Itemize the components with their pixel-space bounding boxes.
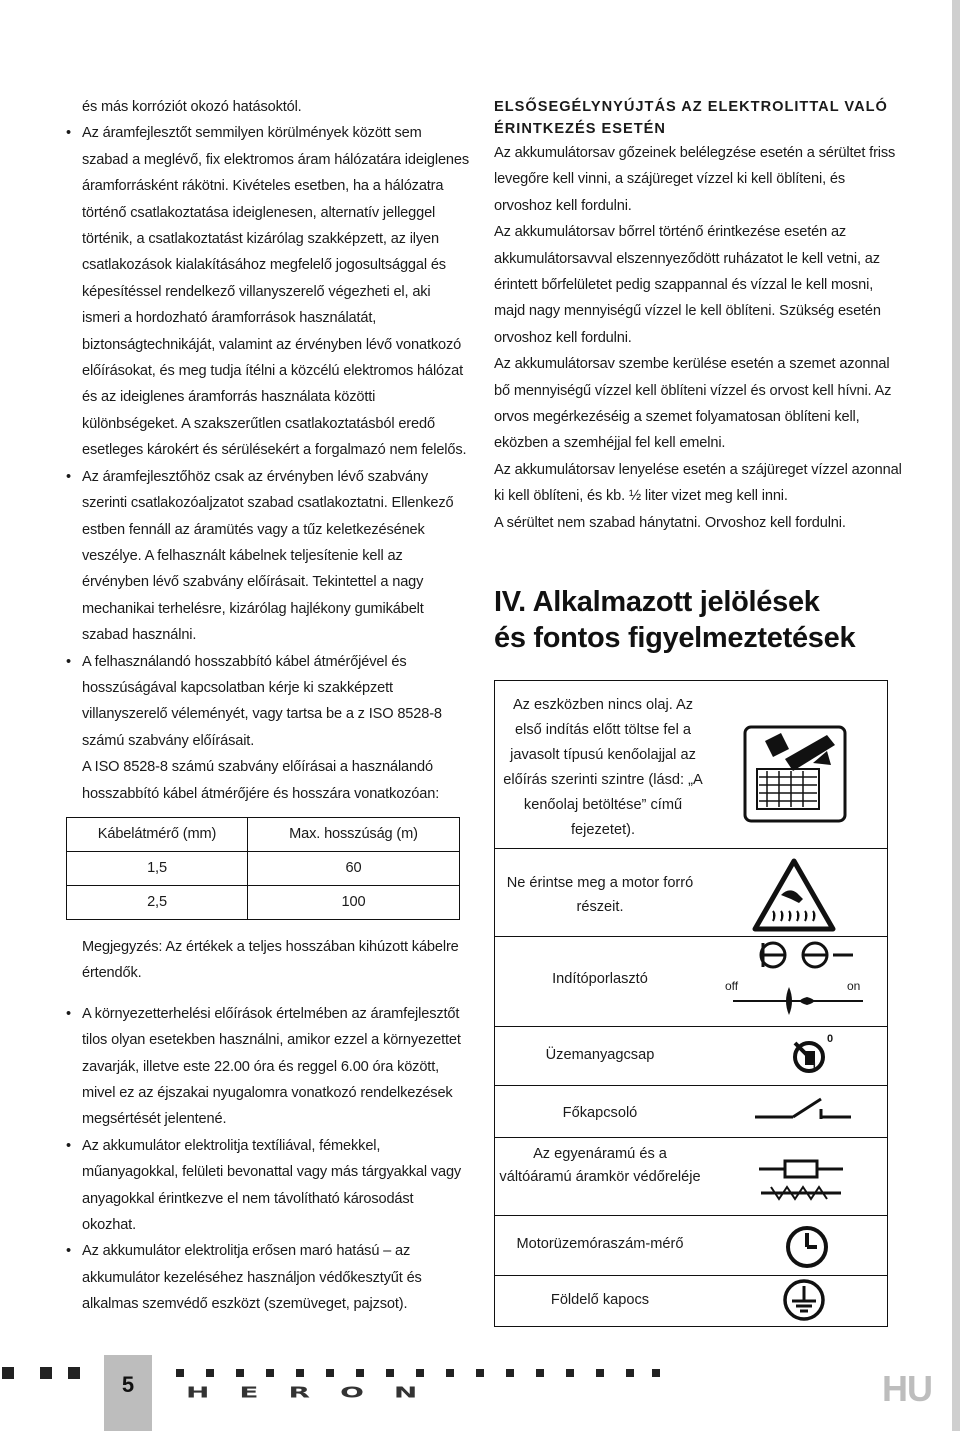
fuel-valve-label: Üzemanyagcsap	[545, 1047, 655, 1063]
paragraph: Az akkumulátorsav gőzeinek belélegzése esetén a sérültet friss levegőre kell vinni, a szájüreget vízzel ki kell öblíteni, és orvoshoz kell fordulni.	[494, 145, 896, 214]
bullet-item: • Az akkumulátor elektrolitja erősen maró hatású – az akkumulátor kezeléséhez használjon védőkesztyűt és alkalmas szemvédő eszközt (szemüveget, pajzsot).	[66, 1243, 422, 1313]
left-column	[66, 94, 470, 1318]
bullet-continuation: A ISO 8528-8 számú szabvány előírásai a használandó hosszabbító kábel átmérőjére és hosszára vonatkozóan:	[82, 759, 440, 802]
main-switch-icon	[753, 1091, 853, 1131]
hot-surface-warning-icon	[751, 857, 837, 933]
page-edge-bar	[952, 0, 960, 1431]
breaker-label: Az egyenáramú és a váltóáramú áramkör védőreléje	[499, 1146, 701, 1185]
table-header-row	[67, 817, 460, 851]
bullet-item: • Az akkumulátor elektrolitja textíliával, fémekkel, műanyagokkal, felületi bevonattal vagy más tárgyakkal vagy anyagokkal érintkezve el nem távolítható károsodást okozhat.	[66, 1137, 462, 1234]
bullet-item: • A felhasználandó hosszabbító kábel átmérőjével és hosszúságával kapcsolatban kérje ki szakképzett villanyszerelő véleményét, vagy tartsa be a z ISO 8528-8 számú szabvány előírásait.	[66, 653, 442, 749]
table-row	[67, 885, 460, 919]
paragraph: Az akkumulátorsav szembe kerülése esetén a szemet azonnal bő mennyiségű vízzel kell öblíteni vízzel és orvost kell hívni. Az orvos megérkezéséig a szemet folyamatosan öblíteni kell, eközben a szemhéjjal fel kell emelni.	[494, 356, 892, 452]
bullet-item: • Az áramfejlesztőhöz csak az érvényben lévő szabvány szerinti csatlakozóaljzatot szabad csatlakoztatni. Ellenkező estben fennáll az áramütés vagy a tűz keletkezésének veszélye. A felhasznált kábelnek teljesítenie kell az érvényben lévő szabvány előírásait. Tekintettel a nagy mechanikai terhelésre, kizárólag hajlékony gumikábelt szabad használni.	[66, 468, 454, 644]
paragraph: Az akkumulátorsav bőrrel történő érintkezése esetén az akkumulátorsavval elszennyeződött ruházatot le kell vetni, az érintett bőrfelületet pedig szappannal és vízzal le kell mosni, majd nagy mennyiségű vízzel le kell öblíteni. Szükség esetén orvoshoz kell fordulni.	[494, 224, 881, 346]
brand-logo: HERON	[186, 1383, 448, 1402]
fuel-valve-1-label: 1	[811, 1061, 818, 1073]
paragraph: A sérültet nem szabad hánytatni. Orvoshoz kell fordulni.	[494, 514, 846, 531]
symbols-table	[494, 680, 888, 1327]
choke-on-label: on	[847, 979, 861, 993]
table-note: Megjegyzés: Az értékek a teljes hosszában kihúzott kábelre értendők.	[82, 938, 459, 982]
table-row	[67, 851, 460, 885]
hour-meter-label: Motorüzemóraszám-mérő	[516, 1236, 684, 1252]
oil-label: Az eszközben nincs olaj. Az első indítás előtt töltse fel a javasolt típusú kenőolajjal az előírás szerinti szintre (lásd: „A kenőolaj betöltése” című fejezetet).	[503, 697, 703, 838]
cable-spec-table	[66, 817, 460, 920]
right-column	[494, 96, 904, 536]
table-cell: 100	[248, 885, 460, 919]
section-title: IV. Alkalmazott jelölések és fontos figyelmeztetések	[494, 586, 856, 654]
ground-label: Földelő kapocs	[550, 1292, 650, 1308]
clock-icon	[783, 1223, 831, 1271]
table-header: Max. hosszúság (m)	[248, 817, 460, 851]
paragraph: Az akkumulátorsav lenyelése esetén a szájüreget vízzel azonnal ki kell öblíteni, és kb. ½ liter vizet meg kell inni.	[494, 461, 902, 505]
table-cell: 2,5	[67, 885, 248, 919]
circuit-breaker-icon	[757, 1153, 845, 1203]
bullet-item: • A környezetterhelési előírások értelmében az áramfejlesztőt tilos olyan esetekben használni, amikor ezzel a környezettet zavarják, illetve este 22.00 óra és reggel 6.00 óra között, mivel ez az éjszakai nyugalomra vonatkozó rendelkezések megsértését jelentené.	[66, 1005, 461, 1128]
intro-text: és más korróziót okozó hatásoktól.	[82, 99, 302, 115]
choke-label: Indítóporlasztó	[552, 971, 648, 987]
choke-off-label: off	[725, 979, 739, 993]
oil-fill-icon	[735, 719, 855, 829]
table-cell: 60	[248, 851, 460, 885]
page-number: 5	[121, 1372, 135, 1397]
table-cell: 1,5	[67, 851, 248, 885]
ground-icon	[781, 1277, 827, 1323]
main-switch-label: Főkapcsoló	[562, 1105, 638, 1121]
language-code: HU	[882, 1368, 932, 1409]
bullet-item: • Az áramfejlesztőt semmilyen körülmények között sem szabad a meglévő, fix elektromos áram hálózatára ideiglenes áramforrásként rákötni. Kivételes esetben, ha a hálózatra történő csatlakoztatása ideiglenesen, alternatív jelleggel történik, a csatlakoztatást kizárólag szakképzett, az ilyen csatlakozások kialakításához megfelelő jogosultsággal és képesítéssel rendelkező villanyszerelő végezheti el, aki ismeri a hordozható áramforrások használatát, biztonságtechnikáját, valamint az érvényben lévő vonatkozó előírásokat, és meg tudja ítélni a közcélú elektromos hálózat és az ideiglenes áramforrás használata közötti különbségeket. A szakszerűtlen csatlakoztatásból eredő esetleges károkért és sérülésekért a forgalmazó nem felelős.	[66, 125, 470, 459]
first-aid-heading: ELSŐSEGÉLYNYÚJTÁS AZ ELEKTROLITTAL VALÓ ÉRINTKEZÉS ESETÉN	[494, 99, 888, 137]
fuel-valve-0-label: 0	[827, 1033, 834, 1045]
table-header: Kábelátmérő (mm)	[67, 817, 248, 851]
hot-surface-label: Ne érintse meg a motor forró részeit.	[506, 875, 694, 915]
